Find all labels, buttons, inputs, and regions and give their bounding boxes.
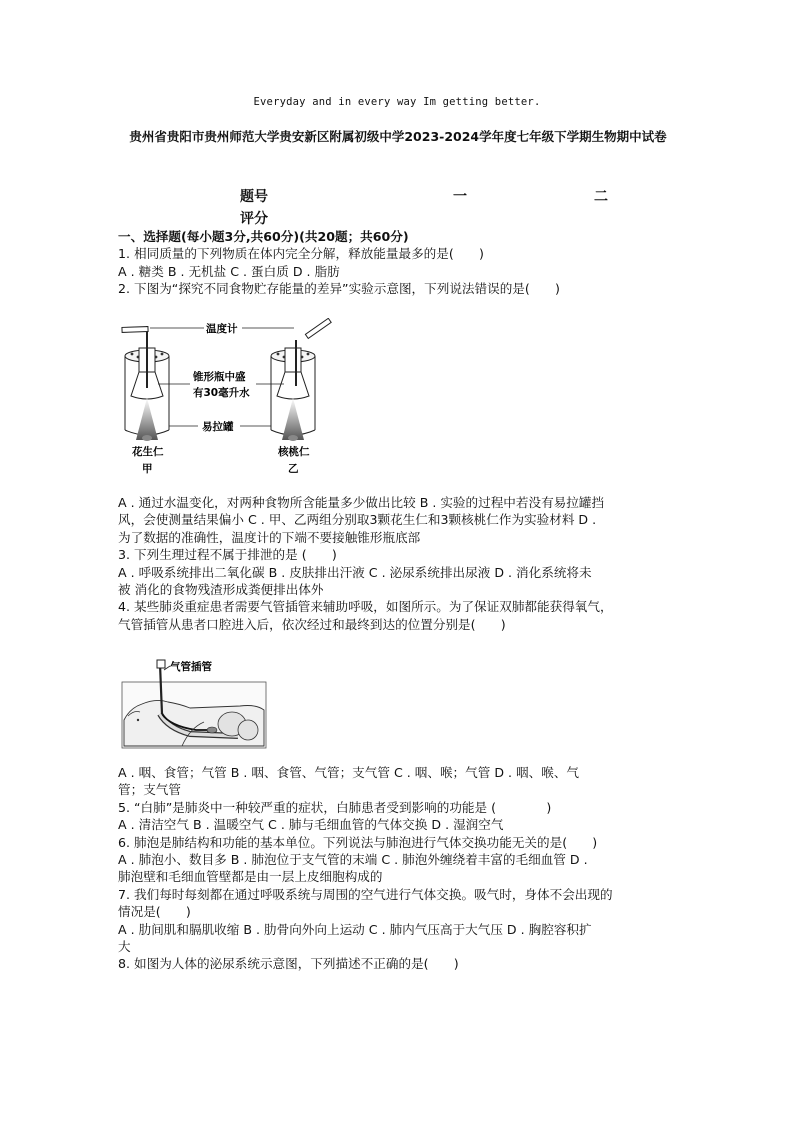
right-apparatus: [271, 318, 331, 441]
q2-options-line3: 为了数据的准确性，温度计的下端不要接触锥形瓶底部: [118, 529, 421, 545]
score-table: [118, 184, 678, 226]
q7-stem-line1: 7. 我们每时每刻都在通过呼吸系统与周围的空气进行气体交换。吸气时，身体不会出现的: [118, 886, 613, 902]
q6-options-line1: A . 肺泡小、数目多 B . 肺泡位于支气管的末端 C . 肺泡外缠绕着丰富的毛细血管 D .: [118, 852, 588, 868]
q2-stem: 2. 下图为“探究不同食物贮存能量的差异”实验示意图，下列说法错误的是( ): [118, 281, 560, 297]
q6-options-line2: 肺泡壁和毛细血管壁都是由一层上皮细胞构成的: [118, 869, 383, 885]
block-q2-q4: [118, 494, 678, 633]
score-col-label: 题号: [240, 189, 268, 205]
q1-options: A . 糖类 B . 无机盐 C . 蛋白质 D . 脂肪: [118, 263, 340, 279]
label-right-tag: 乙: [288, 463, 299, 475]
q1-stem: 1. 相同质量的下列物质在体内完全分解，释放能量最多的是( ): [118, 246, 484, 262]
label-intubation-tube: 气管插管: [170, 661, 212, 673]
score-row-label: 评分: [240, 211, 268, 227]
left-apparatus: [122, 326, 169, 441]
q4-options-line1: A . 咽、食管；气管 B . 咽、食管、气管；支气管 C . 咽、喉；气管 D . 咽、喉、气: [118, 765, 580, 780]
exam-title: 贵州省贵阳市贵州师范大学贵安新区附属初级中学2023-2024学年度七年级下学期生物期中试卷: [129, 129, 667, 144]
section-heading: 一、选择题(每小题3分,共60分)(共20题；共60分): [118, 229, 409, 244]
q2-options-line2: 风，会使测量结果偏小 C . 甲、乙两组分别取3颗花生仁和3颗核桃仁作为实验材料 D .: [118, 512, 597, 528]
q3-options-line1: A . 呼吸系统排出二氧化碳 B . 皮肤排出汗液 C . 泌尿系统排出尿液 D . 消化系统将未: [118, 564, 592, 580]
block-q1: [118, 228, 678, 298]
label-thermometer: 温度计: [206, 323, 238, 335]
q7-options-line1: A . 肋间肌和膈肌收缩 B . 肋骨向外向上运动 C . 肺内气压高于大气压 D . 胸腔容积扩: [118, 921, 592, 937]
score-col-2: 二: [594, 189, 608, 205]
food-energy-experiment-figure: [118, 318, 378, 483]
q4-stem-line2: 气管插管从患者口腔进入后，依次经过和最终到达的位置分别是( ): [118, 616, 506, 632]
label-right-food: 核桃仁: [278, 446, 310, 458]
label-can: 易拉罐: [202, 421, 234, 433]
q8-stem: 8. 如图为人体的泌尿系统示意图，下列描述不正确的是( ): [118, 956, 459, 972]
label-left-tag: 甲: [142, 463, 153, 475]
q5-stem: 5. “白肺”是肺炎中一种较严重的症状，白肺患者受到影响的功能是 ( ): [118, 799, 552, 815]
q4-options-line2: 管；支气管: [118, 782, 181, 798]
q2-options-line1: A . 通过水温变化，对两种食物所含能量多少做出比较 B . 实验的过程中若没有易拉罐挡: [118, 495, 605, 510]
label-left-food: 花生仁: [132, 446, 164, 458]
q7-options-line2: 大: [118, 939, 131, 955]
score-col-1: 一: [453, 189, 467, 205]
q3-stem: 3. 下列生理过程不属于排泄的是 ( ): [118, 547, 337, 563]
motto: Everyday and in every way Im getting better.: [253, 96, 541, 108]
intubation-figure: [120, 658, 270, 754]
q4-stem-line1: 4. 某些肺炎重症患者需要气管插管来辅助呼吸，如图所示。为了保证双肺都能获得氧气，: [118, 599, 613, 615]
q3-options-line2: 被 消化的食物残渣形成粪便排出体外: [118, 582, 324, 598]
label-flask-line1: 锥形瓶中盛: [193, 371, 246, 383]
q6-stem: 6. 肺泡是肺结构和功能的基本单位。下列说法与肺泡进行气体交换功能无关的是( ): [118, 834, 598, 850]
q7-stem-line2: 情况是( ): [118, 904, 191, 920]
q5-options: A . 清洁空气 B . 温暖空气 C . 肺与毛细血管的气体交换 D . 湿润空气: [118, 817, 504, 833]
block-q4-q8: [118, 764, 678, 973]
label-flask-line2: 有30毫升水: [193, 387, 250, 399]
